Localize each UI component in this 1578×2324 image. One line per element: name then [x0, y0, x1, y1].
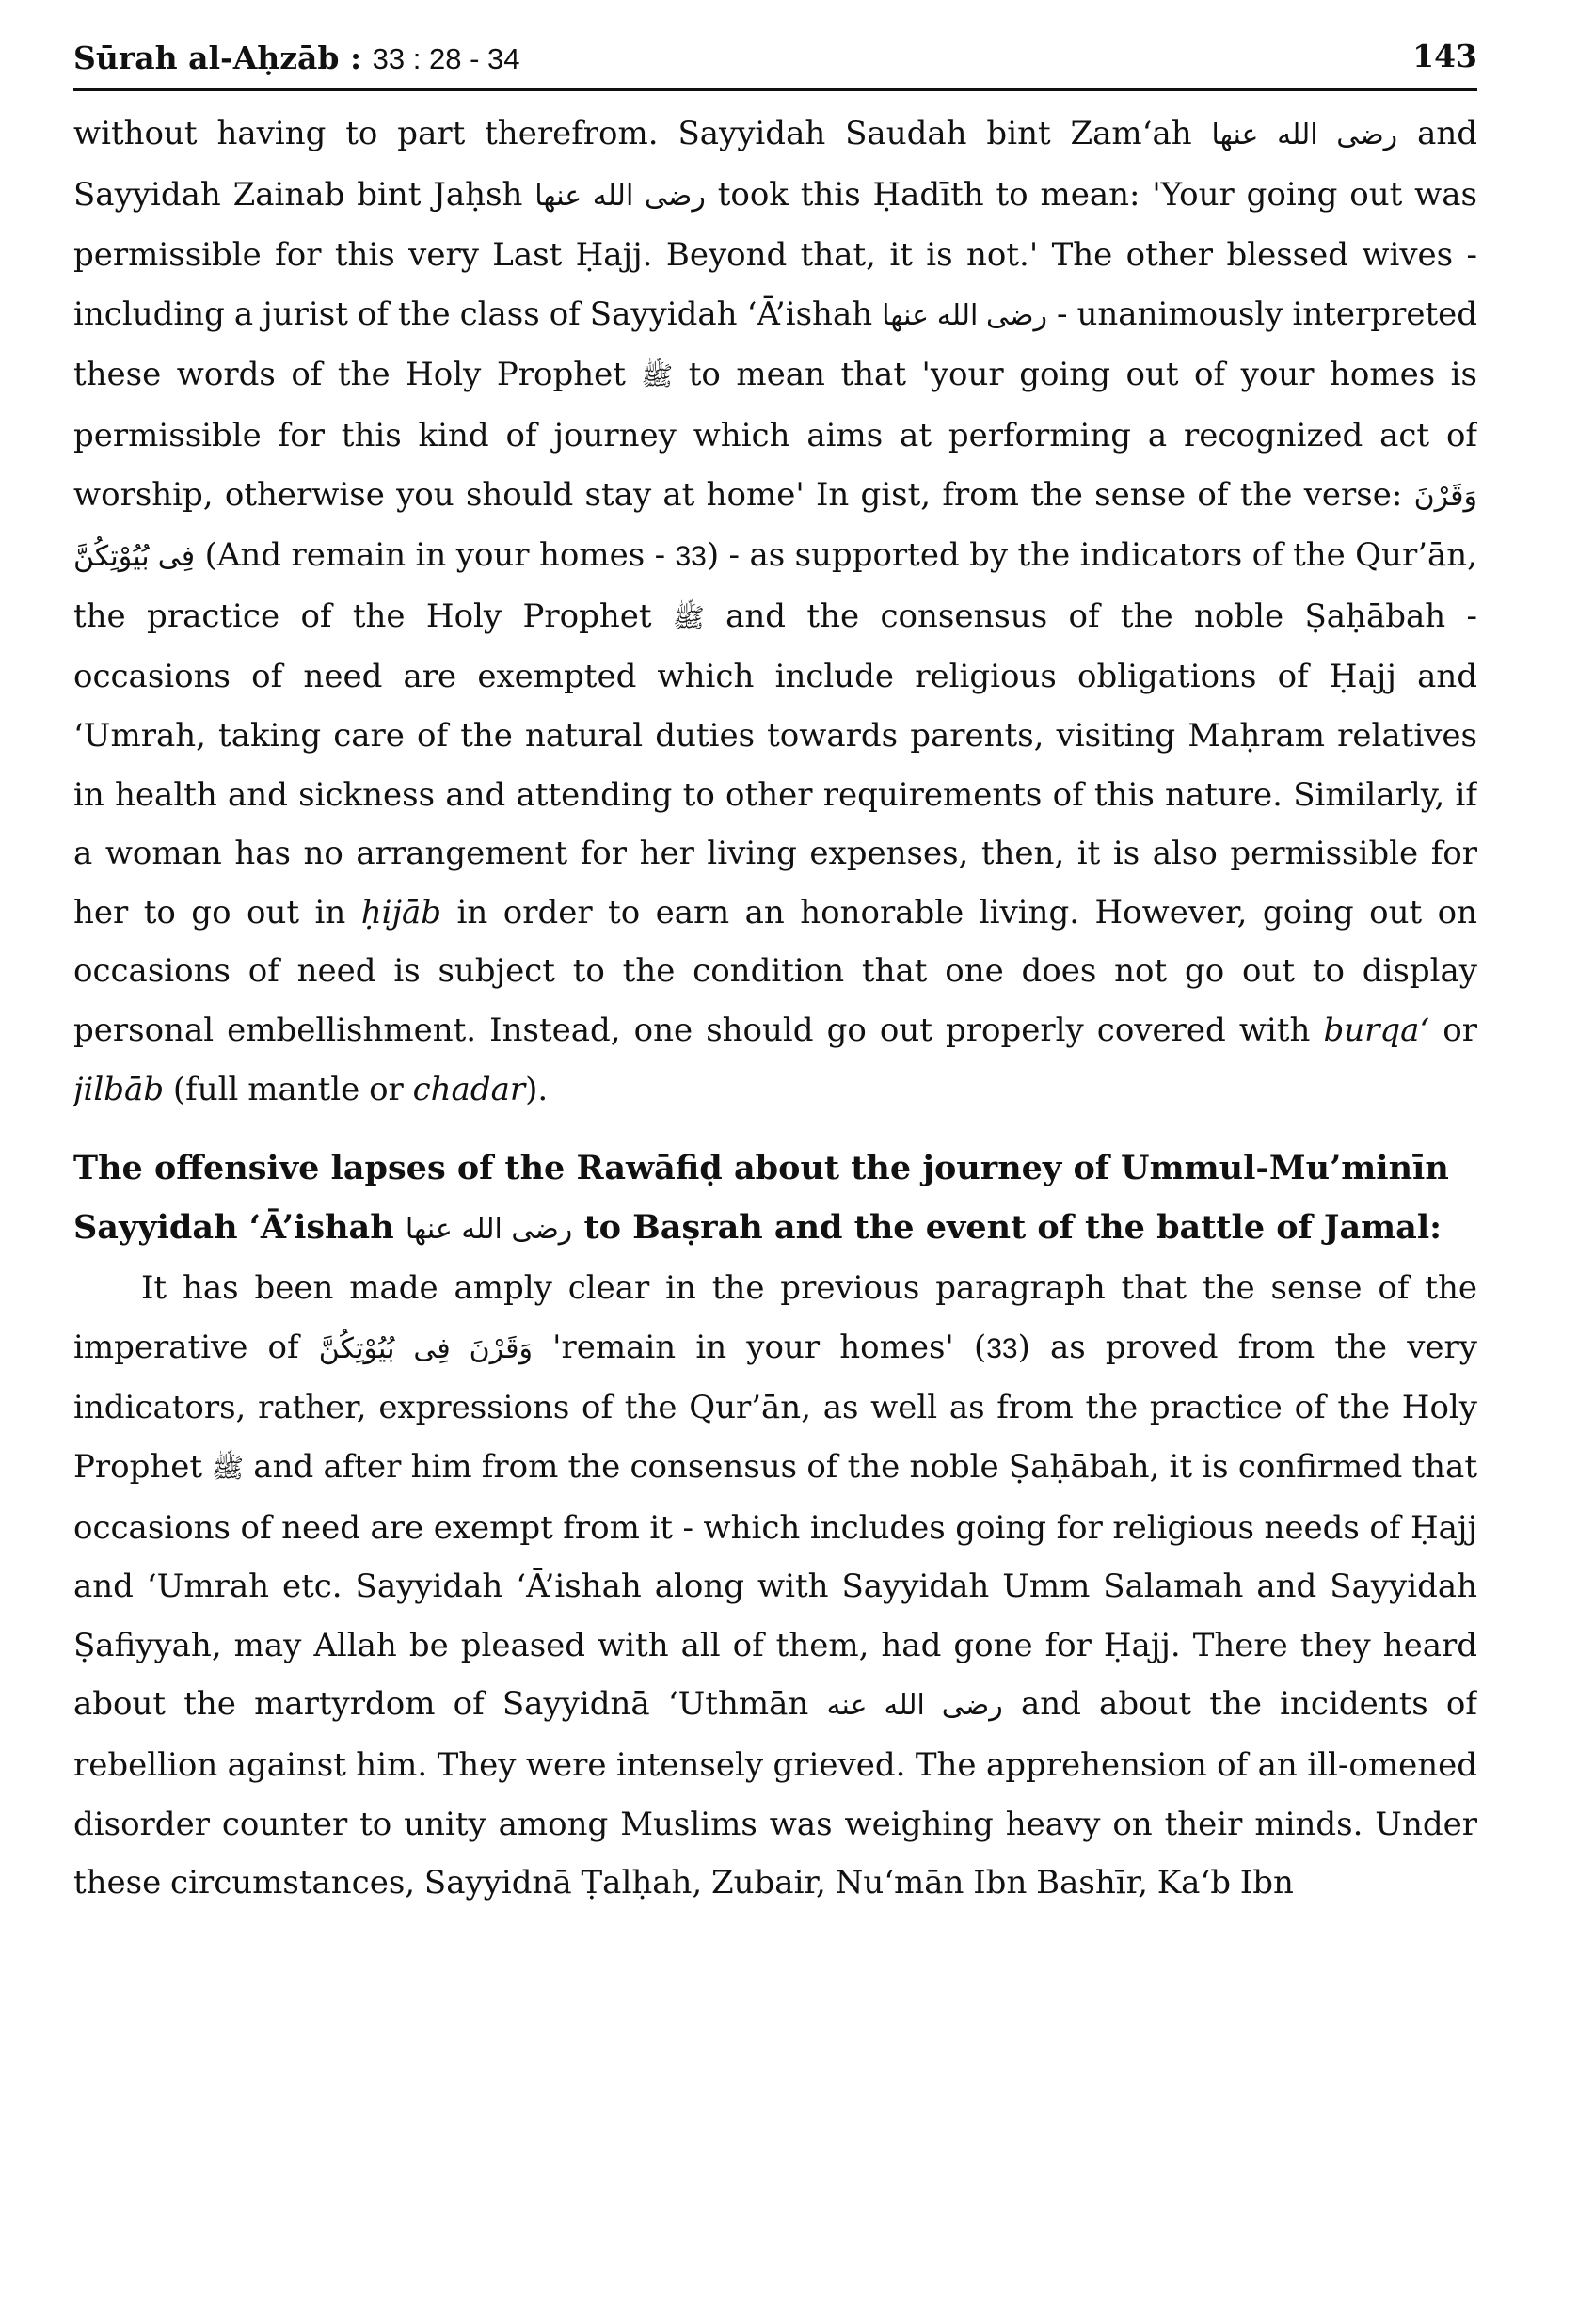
- p1-text-8: and the consensus of the noble Ṣaḥābah - occasions of need are exempted which include religious obligations of Ḥajj and ‘Umrah, taking care of the natural duties towards parents, visiting Maḥram relatives in health and sickness and attending to other requirements of this nature. Similarly, if a woman has no arrangement for her living expenses, then, it is also permissible for her to go out in: [73, 597, 1477, 931]
- italic-term: jilbāb: [73, 1070, 165, 1108]
- verse-number: 33: [986, 1332, 1018, 1364]
- verse-number: 33: [675, 541, 707, 573]
- p1-text-2: and Sayyidah Zainab bint Jaḥsh: [73, 115, 1477, 214]
- p2-text-5: and about the incidents of rebellion against him. They were intensely grieved. The apprehension of an ill-omened disorder counter to unity among Muslims was weighing heavy on their minds. Under these circumstances, Sayyidnā Ṭalḥah, Zubair, Nu‘mān Ibn Bashīr, Ka‘b Ibn: [73, 1685, 1477, 1902]
- verse-reference: 33 : 28 - 34: [372, 42, 520, 75]
- p1-text-12: ).: [525, 1070, 549, 1108]
- p1-text-4: - unanimously interpreted these words of the Holy Prophet: [73, 294, 1477, 394]
- salawat-glyph: ﷺ: [641, 360, 674, 392]
- section-heading: [73, 1139, 1477, 1259]
- italic-term: ḥijāb: [360, 893, 442, 931]
- heading-text-1: The offensive lapses of the Rawāfiḍ about the journey of Ummul-Mu’minīn Sayyidah ‘Ā’ishah: [73, 1149, 1449, 1247]
- p1-text-1: without having to part therefrom. Sayyidah Saudah bint Zam‘ah: [73, 115, 1212, 152]
- arabic-honorific: رضى الله عنه: [826, 1689, 1003, 1723]
- arabic-honorific: رضى الله عنها: [534, 179, 706, 213]
- p1-text-9: in order to earn an honorable living. However, going out on occasions of need is subject to the condition that one does not go out to display personal embellishment. Instead, one should go out properly covered with: [73, 893, 1477, 1049]
- p1-text-3: took this Ḥadīth to mean: 'Your going out was permissible for this very Last Ḥajj. Beyond that, it is not.' The other blessed wives - including a jurist of the class of Sayyidah ‘Ā’ishah: [73, 175, 1477, 333]
- italic-term: burqa‘: [1323, 1011, 1430, 1049]
- p2-text-1: It has been made amply clear in the previous paragraph that the sense of the imperative of: [73, 1269, 1477, 1366]
- p1-text-7: ) - as supported by the indicators of the Qur’ān, the practice of the Holy Prophet: [73, 536, 1477, 635]
- page-number: 143: [1412, 38, 1477, 74]
- heading-text-2: to Baṣrah and the event of the battle of Jamal:: [572, 1207, 1443, 1247]
- quranic-phrase: وَقَرْنَ فِى بُيُوْتِكُنَّ: [318, 1331, 533, 1365]
- running-header: [73, 28, 1477, 91]
- p1-text-11: (full mantle or: [164, 1070, 413, 1108]
- paragraph-2: [73, 1259, 1477, 1913]
- surah-title-text: Sūrah al-Aḥzāb :: [73, 40, 373, 76]
- p2-text-3: ) as proved from the very indicators, rather, expressions of the Qur’ān, as well as from the practice of the Holy Prophet: [73, 1328, 1477, 1487]
- paragraph-1: [73, 104, 1477, 1119]
- arabic-honorific: رضى الله عنها: [882, 298, 1047, 332]
- p2-text-4: and after him from the consensus of the noble Ṣaḥābah, it is confirmed that occasions of need are exempt from it - which includes going for religious needs of Ḥajj and ‘Umrah etc. Sayyidah ‘Ā’ishah along with Sayyidah Umm Salamah and Sayyidah Ṣafiyyah, may Allah be pleased with all of them, had gone for Ḥajj. There they heard about the martyrdom of Sayyidnā ‘Uthmān: [73, 1448, 1477, 1724]
- salawat-glyph: ﷺ: [212, 1453, 245, 1485]
- italic-term: chadar: [412, 1070, 526, 1108]
- arabic-honorific: رضى الله عنها: [1211, 119, 1398, 151]
- p1-text-10: or: [1429, 1011, 1477, 1049]
- quranic-phrase: وَقَرْنَ فِى بُيُوْتِكُنَّ: [73, 479, 1477, 574]
- page-body: [73, 104, 1477, 1913]
- p1-text-6: (And remain in your homes -: [195, 536, 676, 575]
- book-page: [73, 28, 1477, 2296]
- p1-text-5: to mean that 'your going out of your homes is permissible for this kind of journey which aims at performing a recognized act of worship, otherwise you should stay at home' In gist, from the sense of the verse:: [73, 356, 1477, 514]
- salawat-glyph: ﷺ: [672, 601, 705, 633]
- surah-title: [73, 40, 520, 76]
- p2-text-2: 'remain in your homes' (: [532, 1328, 987, 1366]
- arabic-honorific: رضى الله عنها: [405, 1212, 573, 1246]
